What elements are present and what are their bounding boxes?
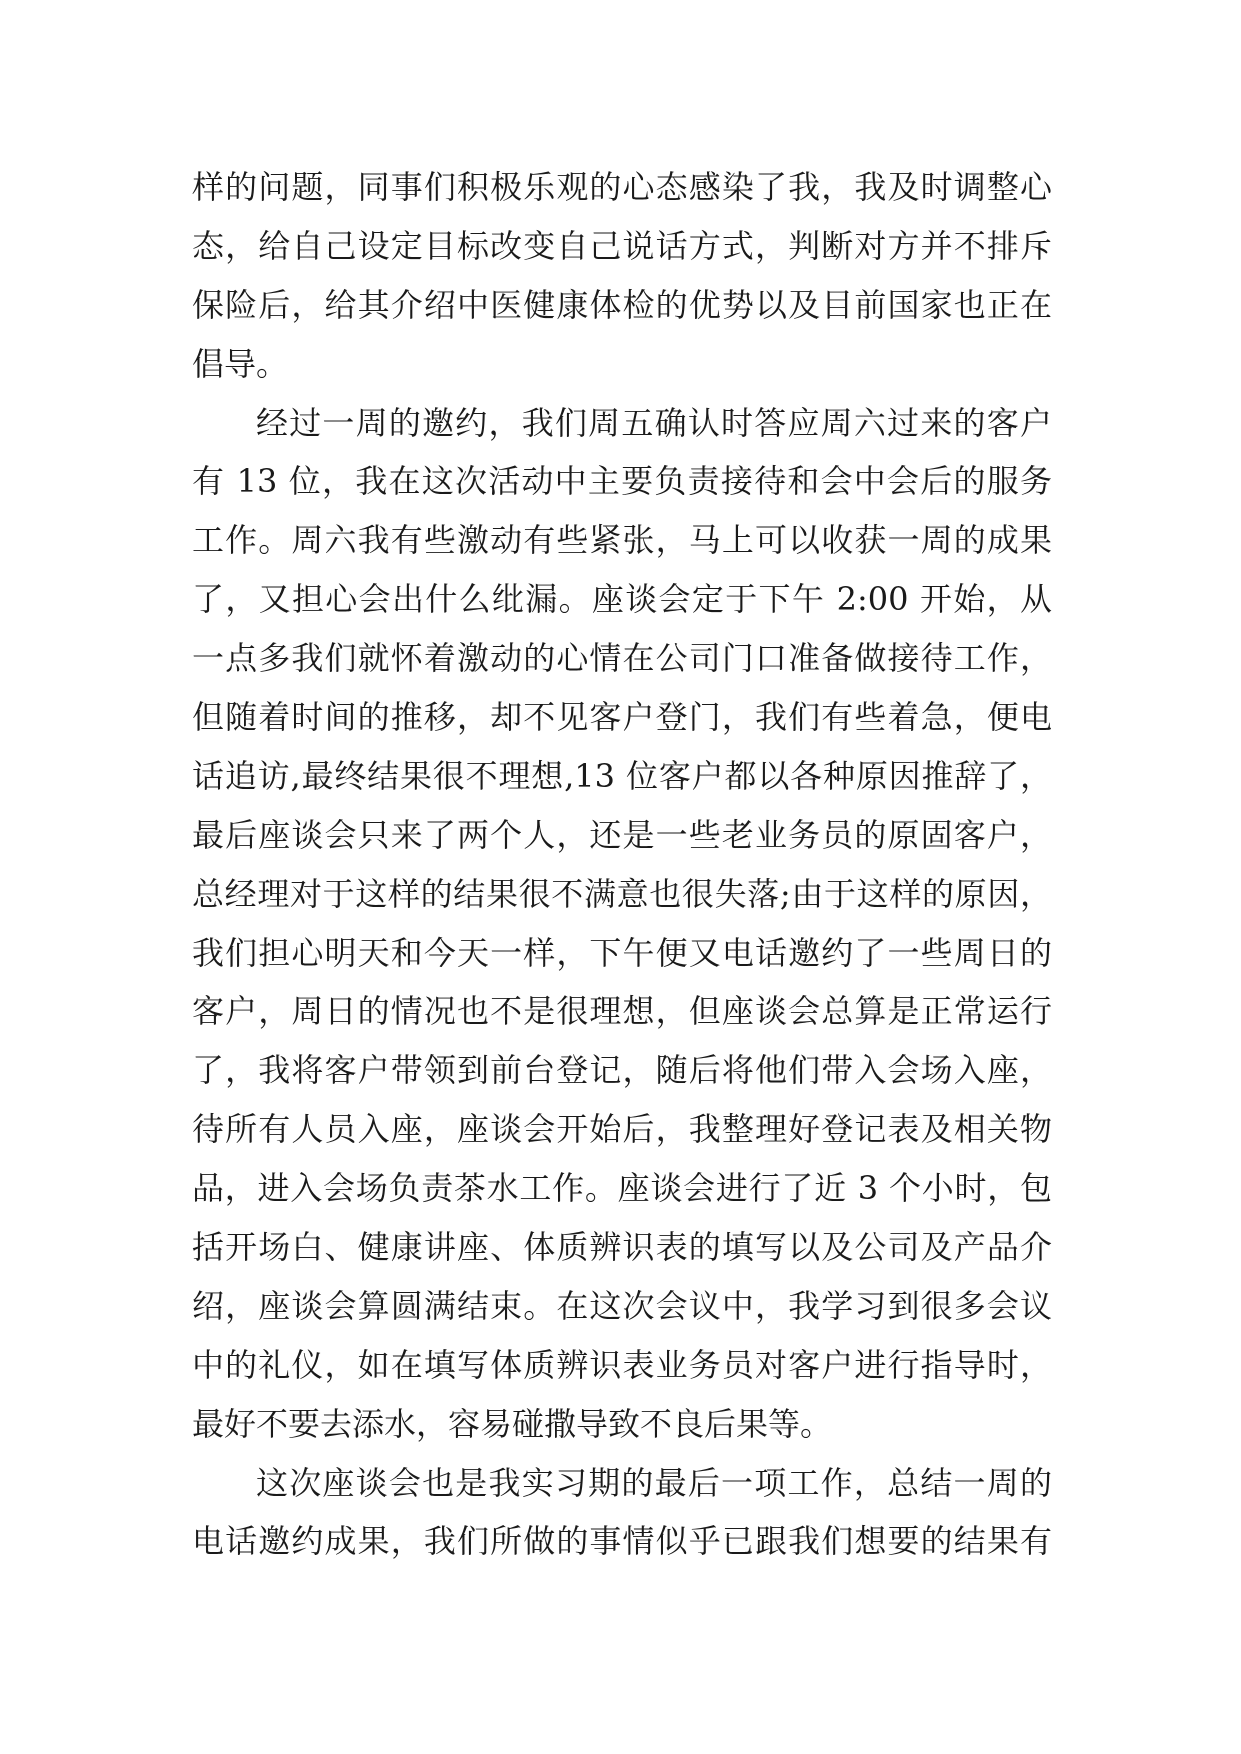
- text-line: 总经理对于这样的结果很不满意也很失落;由于这样的原因，: [192, 874, 1052, 913]
- body-text: [192, 158, 1052, 1571]
- text-line: 电话邀约成果，我们所做的事情似乎已跟我们想要的结果有: [192, 1522, 1052, 1561]
- text-line: 态，给自己设定目标改变自己说话方式，判断对方并不排斥: [192, 226, 1052, 265]
- text-line: 品，进入会场负责茶水工作。座谈会进行了近 3 个小时，包: [192, 1169, 1052, 1208]
- text-line: 客户，周日的情况也不是很理想，但座谈会总算是正常运行: [192, 992, 1052, 1031]
- text-line: 最好不要去添水，容易碰撒导致不良后果等。: [192, 1404, 833, 1443]
- text-line: 中的礼仪，如在填写体质辨识表业务员对客户进行指导时，: [192, 1345, 1052, 1384]
- text-line: 这次座谈会也是我实习期的最后一项工作，总结一周的: [256, 1463, 1052, 1502]
- text-line: 待所有人员入座，座谈会开始后，我整理好登记表及相关物: [192, 1110, 1052, 1149]
- text-line: 最后座谈会只来了两个人，还是一些老业务员的原固客户，: [192, 815, 1052, 854]
- text-line: 保险后，给其介绍中医健康体检的优势以及目前国家也正在: [192, 285, 1052, 324]
- text-line: 样的问题，同事们积极乐观的心态感染了我，我及时调整心: [192, 168, 1052, 206]
- text-line: 我们担心明天和今天一样，下午便又电话邀约了一些周日的: [192, 933, 1052, 972]
- text-line: 一点多我们就怀着激动的心情在公司门口准备做接待工作，: [192, 639, 1052, 678]
- text-line: 但随着时间的推移，却不见客户登门，我们有些着急，便电: [192, 698, 1052, 737]
- text-line: 了，我将客户带领到前台登记，随后将他们带入会场入座，: [192, 1051, 1052, 1090]
- text-line: 有 13 位，我在这次活动中主要负责接待和会中会后的服务: [192, 462, 1052, 501]
- text-line: 话追访,最终结果很不理想,13 位客户都以各种原因推辞了，: [192, 756, 1052, 795]
- text-line: 经过一周的邀约，我们周五确认时答应周六过来的客户: [256, 403, 1052, 442]
- text-line: 倡导。: [192, 344, 289, 383]
- text-line: 工作。周六我有些激动有些紧张，马上可以收获一周的成果: [192, 521, 1052, 560]
- text-line: 括开场白、健康讲座、体质辨识表的填写以及公司及产品介: [192, 1228, 1052, 1267]
- text-line: 绍，座谈会算圆满结束。在这次会议中，我学习到很多会议: [192, 1286, 1052, 1325]
- text-line: 了，又担心会出什么纰漏。座谈会定于下午 2:00 开始，从: [192, 580, 1052, 619]
